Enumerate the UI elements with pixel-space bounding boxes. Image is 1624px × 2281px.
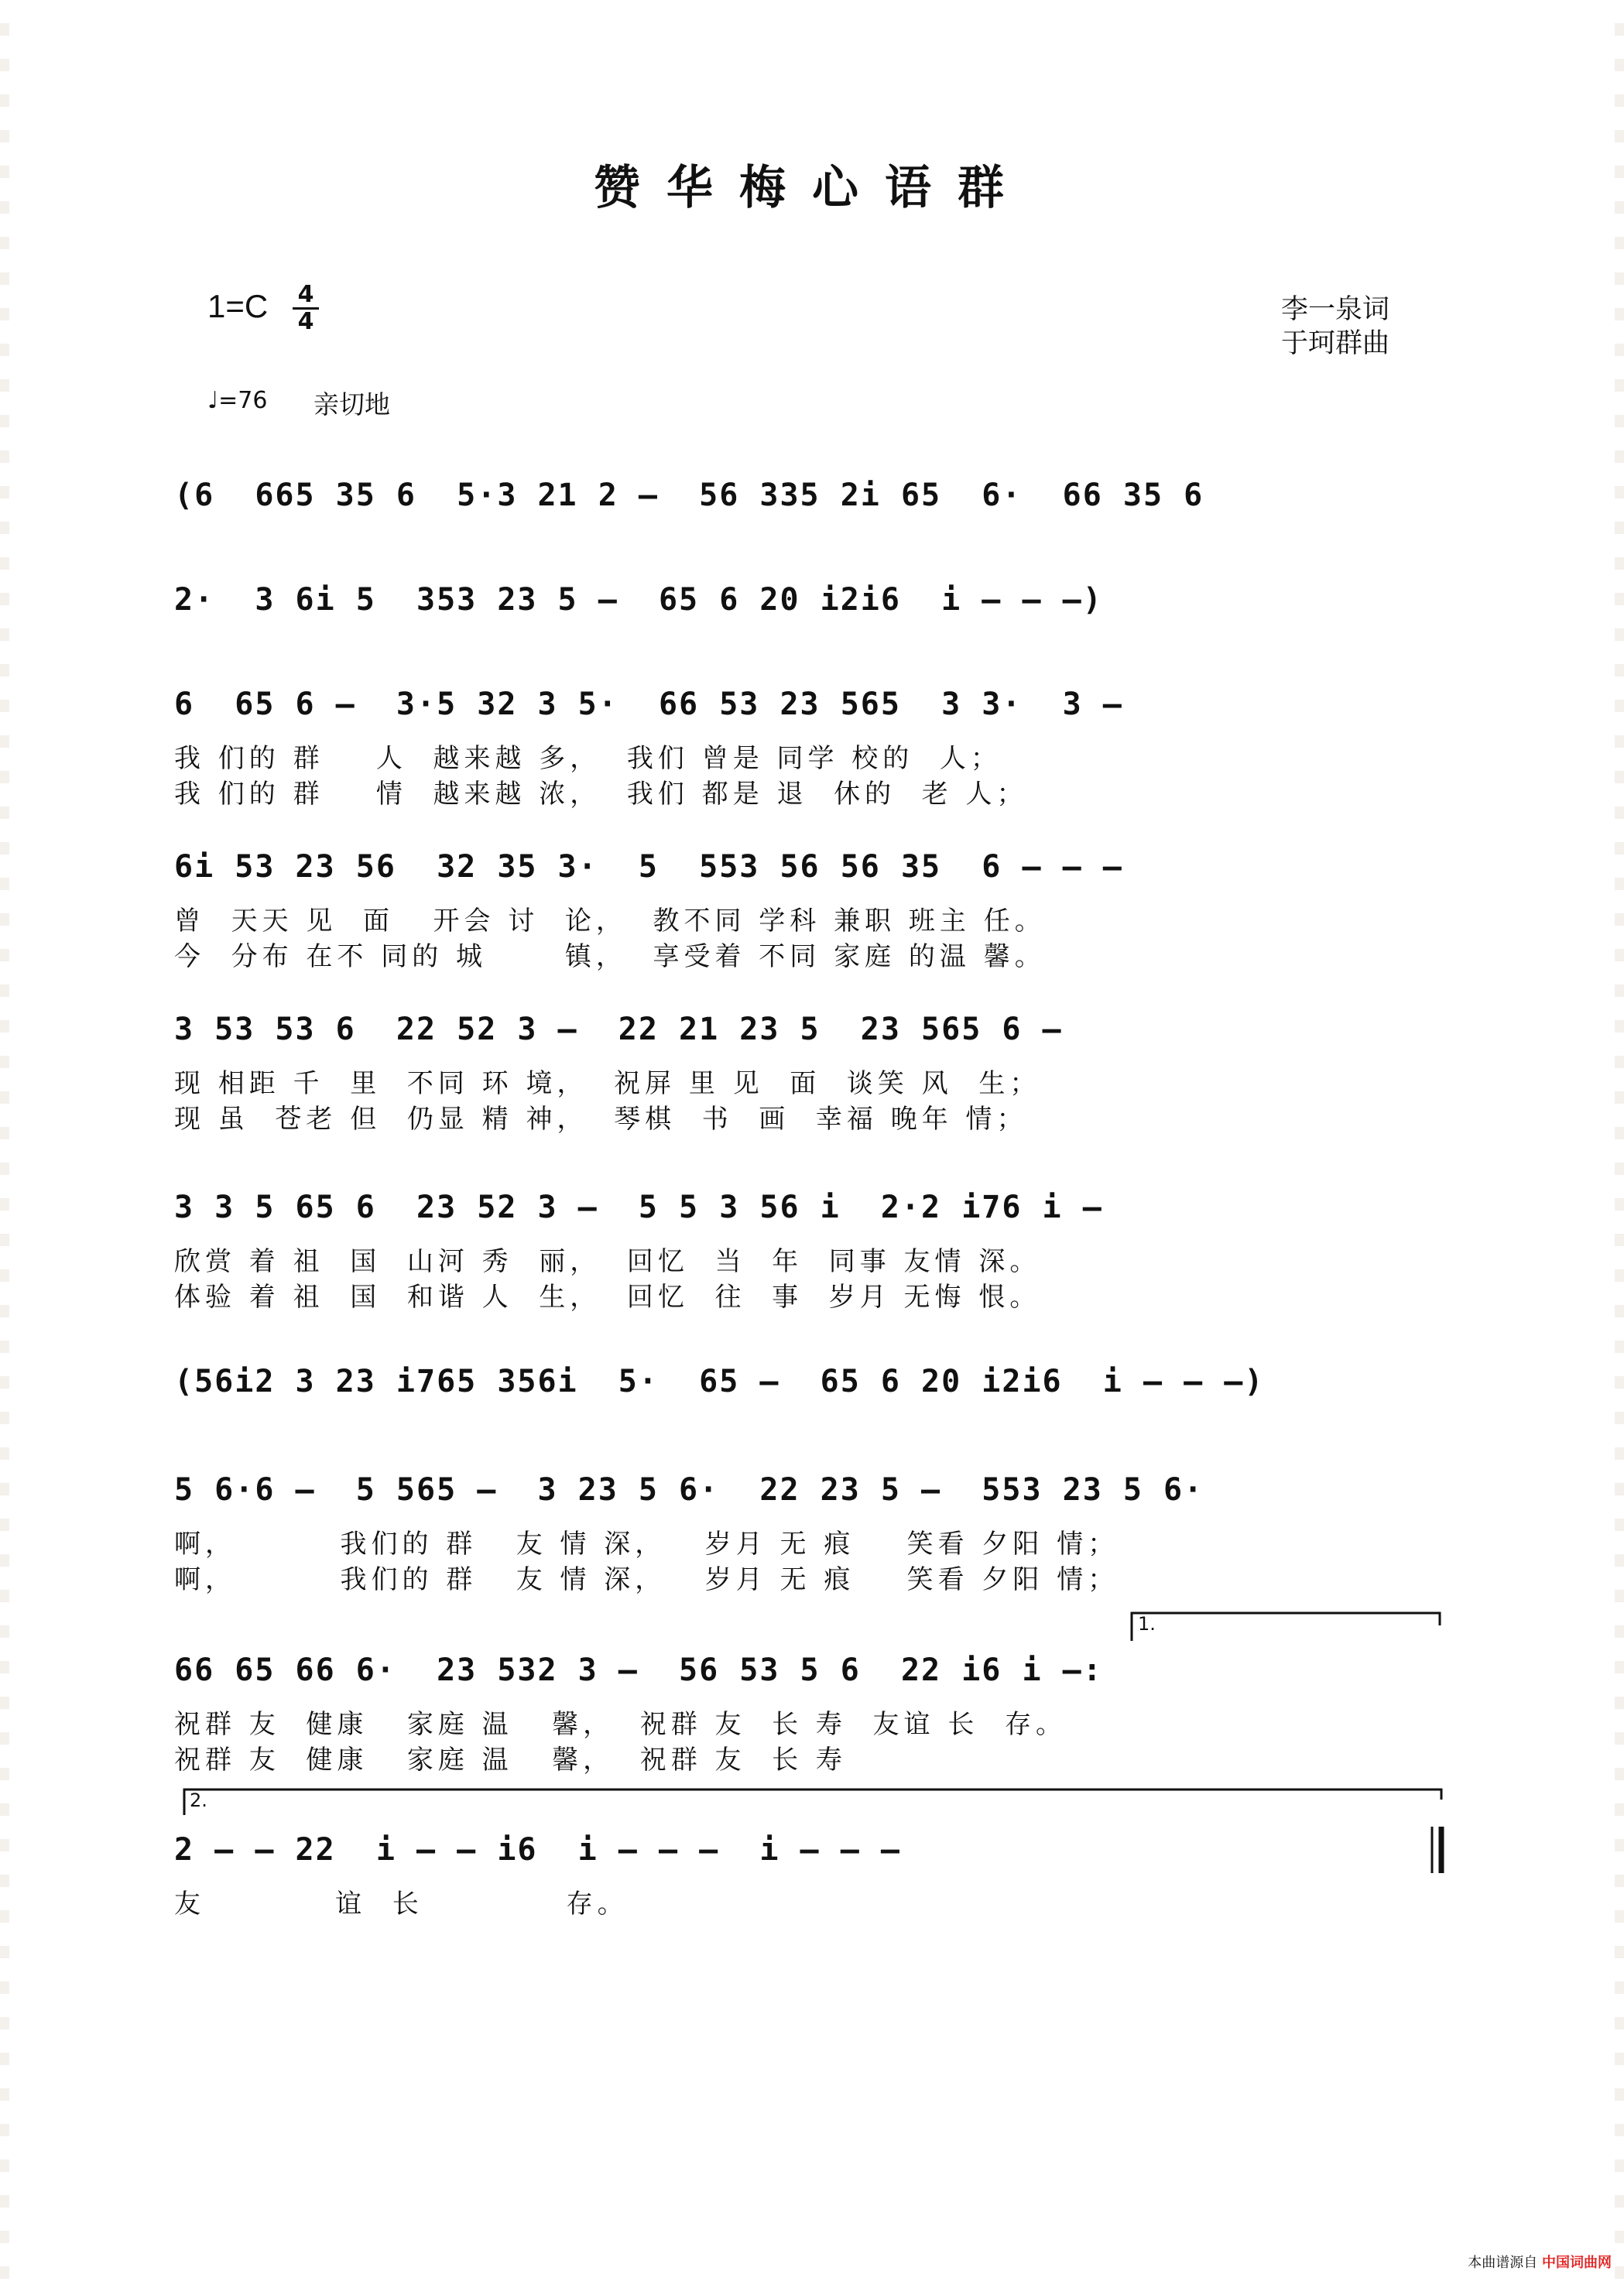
- lyrics-verse-1: 曾 天天 见 面 开会 讨 论， 教不同 学科 兼职 班主 任。: [174, 906, 1046, 937]
- notes: 2 – – 22 i – – i6 i – – – i – – –: [174, 1832, 901, 1868]
- lyrics-verse-1: 友 谊 长 存。: [174, 1889, 629, 1920]
- notes: 66 65 66 6· 23 532 3 – 56 53 5 6 22 i6 i –:: [174, 1653, 1103, 1688]
- footer-source-text: 本曲谱源自: [1468, 2255, 1538, 2271]
- footer-source: [1468, 2252, 1612, 2272]
- lyrics-verse-2: 啊， 我们的 群 友 情 深， 岁月 无 痕 笑看 夕阳 情；: [174, 1564, 1119, 1595]
- time-top: 4: [297, 281, 314, 308]
- lyricist: 李一泉词: [1281, 294, 1390, 325]
- time-bottom: 4: [297, 308, 314, 335]
- lyrics-verse-1: 祝群 友 健康 家庭 温 馨， 祝群 友 长 寿 友谊 长 存。: [174, 1709, 1067, 1740]
- lyrics-verse-1: 我 们的 群 人 越来越 多， 我们 曾是 同学 校的 人；: [174, 743, 1002, 774]
- composer: 于珂群曲: [1281, 328, 1390, 359]
- notes: 6 65 6 – 3·5 32 3 5· 66 53 23 565 3 3· 3 –: [174, 687, 1123, 722]
- notes: (6 665 35 6 5·3 21 2 – 56 335 2i 65 6· 66 35 6: [174, 478, 1204, 513]
- notes: 5 6·6 – 5 565 – 3 23 5 6· 22 23 5 – 553 23 5 6·: [174, 1472, 1204, 1508]
- notes: (56i2 3 23 i765 356i 5· 65 – 65 6 20 i2i6 i – – –): [174, 1364, 1265, 1399]
- notes: 6i 53 23 56 32 35 3· 5 553 56 56 35 6 – – –: [174, 849, 1123, 885]
- lyrics-verse-1: 啊， 我们的 群 友 情 深， 岁月 无 痕 笑看 夕阳 情；: [174, 1529, 1119, 1560]
- tempo-marking: ♩=76: [207, 387, 268, 414]
- lyrics-verse-2: 体验 着 祖 国 和谐 人 生， 回忆 往 事 岁月 无悔 恨。: [174, 1282, 1041, 1313]
- lyrics-verse-1: 现 相距 千 里 不同 环 境， 祝屏 里 见 面 谈笑 风 生；: [174, 1068, 1041, 1099]
- expression-marking: 亲切地: [313, 389, 390, 420]
- lyrics-verse-2: 祝群 友 健康 家庭 温 馨， 祝群 友 长 寿: [174, 1745, 847, 1776]
- footer-brand[interactable]: 中国词曲网: [1542, 2255, 1612, 2271]
- notes: 2· 3 6i 5 353 23 5 – 65 6 20 i2i6 i – – –): [174, 582, 1103, 618]
- notes: 3 53 53 6 22 52 3 – 22 21 23 5 23 565 6 –: [174, 1012, 1063, 1047]
- notes: 3 3 5 65 6 23 52 3 – 5 5 3 56 i 2·2 i76 i –: [174, 1190, 1103, 1225]
- volta-2-label: 2.: [190, 1790, 207, 1811]
- volta-1-label: 1.: [1138, 1613, 1156, 1635]
- page-title: 赞华梅心语群: [594, 161, 1030, 215]
- lyrics-verse-2: 现 虽 苍老 但 仍显 精 神， 琴棋 书 画 幸福 晚年 情；: [174, 1104, 1028, 1135]
- key-signature: 1=C: [207, 288, 269, 324]
- lyrics-verse-1: 欣赏 着 祖 国 山河 秀 丽， 回忆 当 年 同事 友情 深。: [174, 1246, 1041, 1277]
- lyrics-verse-2: 今 分布 在不 同的 城 镇， 享受着 不同 家庭 的温 馨。: [174, 941, 1046, 972]
- lyrics-verse-2: 我 们的 群 情 越来越 浓， 我们 都是 退 休的 老 人；: [174, 779, 1028, 810]
